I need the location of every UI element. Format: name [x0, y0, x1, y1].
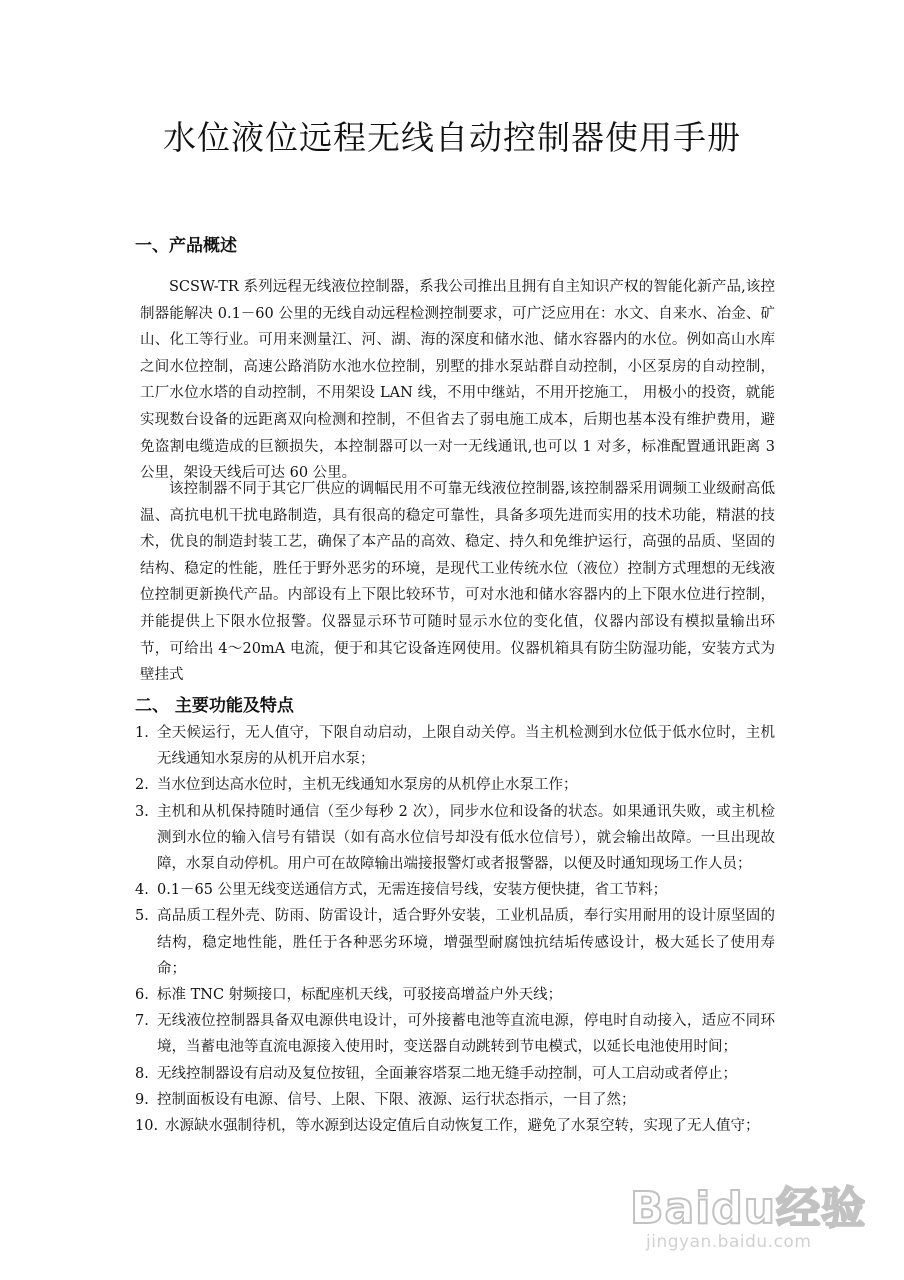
- overview-paragraph-1: SCSW-TR 系列远程无线液位控制器，系我公司推出且拥有自主知识产权的智能化新产品,该控制器能解决 0.1－60 公里的无线自动远程检测控制要求，可广泛应用在：水文、自来水、冶金、矿山、化工等行业。可用来测量江、河、湖、海的深度和储水池、储水容器内的水位。例如高山水库之间水位控制，高速公路消防水池水位控制，别墅的排水泵站群自动控制，小区泵房的自动控制，工厂水位水塔的自动控制，不用架设 LAN 线，不用中继站，不用开挖施工， 用极小的投资，就能实现数台设备的远距离双向检测和控制，不但省去了弱电施工成本，后期也基本没有维护费用，避免盗割电缆造成的巨额损失，本控制器可以一对一无线通讯,也可以 1 对多，标准配置通讯距离 3 公里，架设天线后可达 60 公里。: [140, 279, 775, 482]
- watermark-brand: Baidu经验: [630, 1183, 867, 1234]
- overview-paragraph-2: 该控制器不同于其它厂供应的调幅民用不可靠无线液位控制器,该控制器采用调频工业级耐高低温、高抗电机干扰电路制造，具有很高的稳定可靠性，具备多项先进而实用的技术功能，精湛的技术，优良的制造封装工艺，确保了本产品的高效、稳定、持久和免维护运行，高强的品质、坚固的结构、稳定的性能，胜任于野外恶劣的环境，是现代工业传统水位（液位）控制方式理想的无线液位控制更新换代产品。内部设有上下限比较环节，可对水池和储水容器内的上下限水位进行控制，并能提供上下限水位报警。仪器显示环节可随时显示水位的变化值，仪器内部设有模拟量输出环节，可给出 4～20mA 电流，便于和其它设备连网使用。仪器机箱具有防尘防湿功能，安装方式为壁挂式: [140, 481, 775, 684]
- list-item-number: 9.: [135, 1091, 149, 1108]
- list-item-number: 1.: [135, 725, 149, 741]
- list-item-text: 控制面板设有电源、信号、上限、下限、液源、运行状态指示，一目了然；: [157, 1091, 636, 1108]
- list-item-number: 6.: [135, 987, 149, 1004]
- list-item: [135, 1061, 775, 1087]
- list-item: [135, 982, 775, 1008]
- list-item-text: 高品质工程外壳、防雨、防雷设计，适合野外安装，工业机品质，奉行实用耐用的设计原坚固的结构，稳定地性能，胜任于各种恶劣环境，增强型耐腐蚀抗结垢传感设计，极大延长了使用寿命；: [157, 908, 775, 977]
- document-title: 水位液位远程无线自动控制器使用手册: [163, 118, 741, 157]
- list-item-number: 4.: [135, 882, 149, 899]
- list-item-number: 3.: [135, 803, 149, 820]
- baidu-jingyan-watermark: [620, 1160, 880, 1270]
- list-item-number: 5.: [135, 908, 149, 925]
- list-item-text: 全天候运行，无人值守，下限自动启动，上限自动关停。当主机检测到水位低于低水位时，主机无线通知水泵房的从机开启水泵；: [157, 725, 775, 768]
- list-item-text: 水源缺水强制待机，等水源到达设定值后自动恢复工作，避免了水泵空转，实现了无人值守；: [165, 1118, 760, 1135]
- list-item: [135, 1087, 775, 1113]
- list-item-number: 8.: [135, 1065, 149, 1082]
- list-item-number: 7.: [135, 1013, 149, 1030]
- list-item: [135, 877, 775, 903]
- section-heading-overview: 一、产品概述: [135, 236, 237, 256]
- list-item-number: 10.: [135, 1118, 159, 1135]
- list-item: [135, 799, 775, 878]
- list-item-text: 当水位到达高水位时，主机无线通知水泵房的从机停止水泵工作；: [157, 777, 578, 794]
- features-list: [135, 720, 775, 1139]
- list-item-text: 主机和从机保持随时通信（至少每秒 2 次），同步水位和设备的状态。如果通讯失败，或主机检测到水位的输入信号有错误（如有高水位信号却没有低水位信号），就会输出故障。一旦出现故障，水泵自动停机。用户可在故障输出端接报警灯或者报警器，以便及时通知现场工作人员；: [157, 803, 775, 873]
- list-item: [135, 720, 775, 772]
- section-heading-features: 二、 主要功能及特点: [135, 696, 294, 716]
- list-item-number: 2.: [135, 777, 149, 794]
- list-item: [135, 772, 775, 798]
- list-item: [135, 1113, 775, 1139]
- list-item: [135, 1008, 775, 1060]
- list-item-text: 无线液位控制器具备双电源供电设计，可外接蓄电池等直流电源，停电时自动接入，适应不同环境，当蓄电池等直流电源接入使用时，变送器自动跳转到节电模式，以延长电池使用时间；: [157, 1013, 775, 1056]
- list-item-text: 标准 TNC 射频接口，标配座机天线，可驳接高增益户外天线；: [157, 987, 563, 1004]
- list-item-text: 0.1－65 公里无线变送通信方式，无需连接信号线，安装方便快捷，省工节料；: [157, 882, 668, 899]
- list-item-text: 无线控制器设有启动及复位按钮，全面兼容塔泵二地无缝手动控制，可人工启动或者停止；: [157, 1065, 737, 1082]
- watermark-url: jingyan.baidu.com: [646, 1232, 812, 1252]
- list-item: [135, 903, 775, 982]
